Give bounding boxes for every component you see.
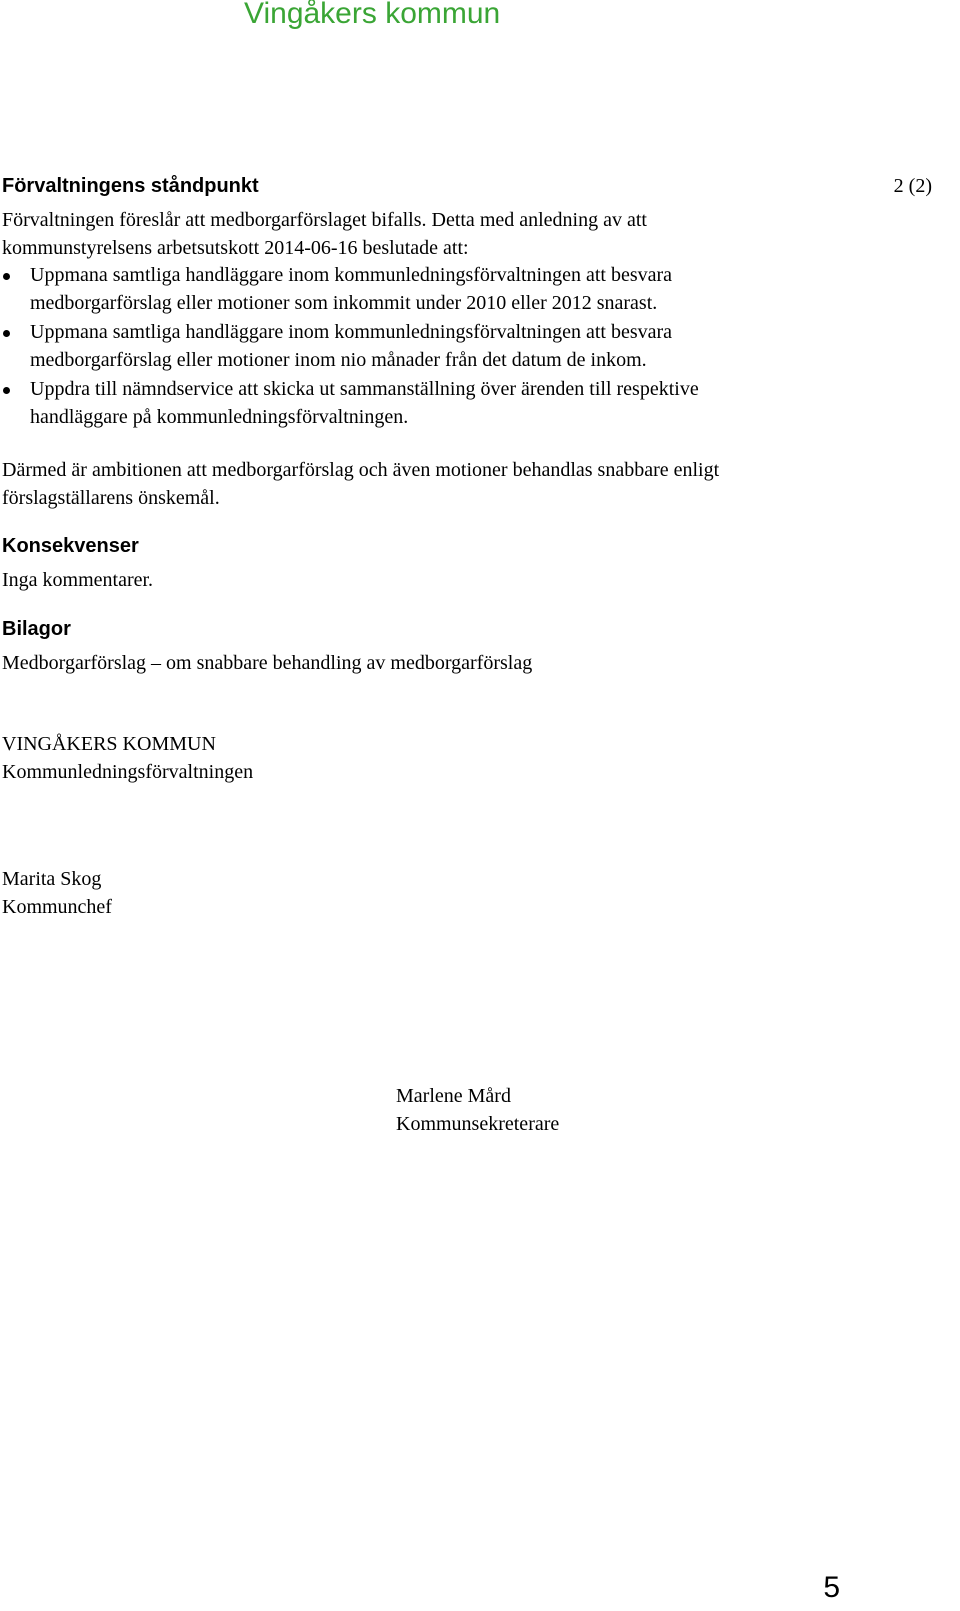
page-count-label: 2 (2) [893, 175, 932, 197]
signer-title: Kommunchef [2, 895, 112, 918]
signer-name: Marita Skog [2, 868, 102, 890]
list-item-text: Uppmana samtliga handläggare inom kommunledningsförvaltningen att besvara medborgarförslag eller motioner inom nio månader från det datum de inkom. [30, 321, 673, 371]
list-item [2, 262, 770, 317]
intro-line-2: kommunstyrelsens arbetsutskott 2014-06-16 beslutade att: [2, 236, 469, 259]
list-item [2, 319, 770, 374]
list-item [2, 376, 770, 431]
intro-paragraph [2, 207, 782, 262]
signer-name: Marlene Mård [396, 1085, 511, 1107]
attachments-text: Medborgarförslag – om snabbare behandling av medborgarförslag [2, 651, 533, 674]
section-heading-consequences: Konsekvenser [2, 535, 139, 557]
page-number: 5 [823, 1571, 840, 1604]
consequences-text: Inga kommentarer. [2, 569, 154, 591]
bullet-icon [3, 387, 10, 394]
document-body [2, 173, 782, 921]
sender-department: Kommunledningsförvaltningen [2, 760, 254, 783]
sender-organization: VINGÅKERS KOMMUN [2, 733, 216, 755]
signature-block-1 [2, 866, 782, 921]
bullet-icon [3, 330, 10, 337]
section-heading-attachments: Bilagor [2, 617, 71, 640]
section-heading-standpoint: Förvaltningens ståndpunkt [2, 175, 259, 197]
intro-line-1: Förvaltningen föreslår att medborgarförslaget bifalls. Detta med anledning av att [2, 209, 647, 231]
signer-title: Kommunsekreterare [396, 1112, 560, 1135]
list-item-text: Uppmana samtliga handläggare inom kommunledningsförvaltningen att besvara medborgarförslag eller motioner som inkommit under 2010 eller 2012 snarast. [30, 264, 673, 314]
decision-list [2, 262, 782, 431]
conclusion-paragraph: Därmed är ambitionen att medborgarförslag och även motioner behandlas snabbare enligt förslagställarens önskemål. [2, 459, 720, 509]
municipality-header-title: Vingåkers kommun [244, 0, 501, 30]
list-item-text: Uppdra till nämndservice att skicka ut sammanställning över ärenden till respektive handläggare på kommunledningsförvaltningen. [30, 378, 699, 428]
signature-block-2 [396, 1083, 559, 1138]
sender-block [2, 731, 782, 786]
bullet-icon [3, 273, 10, 280]
